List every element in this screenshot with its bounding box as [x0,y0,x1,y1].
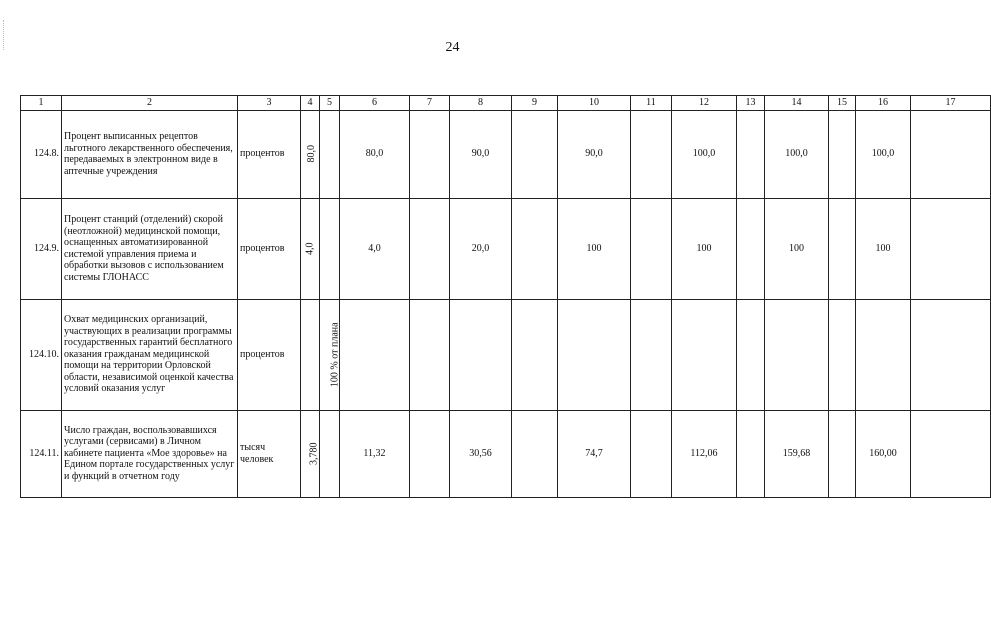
value-cell: 159,68 [765,410,829,497]
value-cell [737,299,765,410]
col-header: 15 [829,96,856,111]
value-cell [856,299,911,410]
value-cell: 100,0 [765,110,829,198]
value-cell: 30,56 [450,410,512,497]
value-cell [829,299,856,410]
unit-cell: процентов [238,198,301,299]
table-row [21,198,991,299]
value-cell [631,299,672,410]
base-value: 4,0 [304,242,316,255]
col-header: 14 [765,96,829,111]
value-cell [410,410,450,497]
col-header: 2 [62,96,238,111]
value-cell: 100 [672,198,737,299]
indicator-name: Число граждан, воспользовавшихся услугами (сервисами) в Личном кабинете пациента «Мое здоровье» на Едином портале государственных услуг и функций в отчетном году [62,410,238,497]
value-cell: 100 [856,198,911,299]
value-cell [512,198,558,299]
col-header: 7 [410,96,450,111]
table-row [21,410,991,497]
value-cell [512,110,558,198]
col-header: 13 [737,96,765,111]
value-cell [512,299,558,410]
row-number: 124.8. [21,110,62,198]
value-cell: 100,0 [856,110,911,198]
value-cell [410,299,450,410]
row-number: 124.10. [21,299,62,410]
value-cell [737,410,765,497]
column-number-row [21,96,991,111]
col-header: 5 [320,96,340,111]
col-header: 16 [856,96,911,111]
value-cell: 100,0 [672,110,737,198]
row-number: 124.11. [21,410,62,497]
value-cell: 80,0 [340,110,410,198]
value-cell [829,110,856,198]
value-cell: 100 [765,198,829,299]
row-number: 124.9. [21,198,62,299]
unit-cell: процентов [238,299,301,410]
col-header: 4 [301,96,320,111]
value-cell [410,198,450,299]
value-cell [737,198,765,299]
indicators-table [20,95,991,498]
value-cell [450,299,512,410]
value-cell [631,198,672,299]
base-value: 3,780 [308,442,320,465]
value-cell: 74,7 [558,410,631,497]
value-cell [558,299,631,410]
base-value-cell [301,110,320,198]
value-cell [737,110,765,198]
col-header: 9 [512,96,558,111]
value-cell [911,299,991,410]
page-number: 24 [445,40,460,55]
value-cell: 90,0 [450,110,512,198]
value-cell [829,198,856,299]
value-cell: 20,0 [450,198,512,299]
value-cell [829,410,856,497]
value-cell [631,110,672,198]
value-cell: 11,32 [340,410,410,497]
col-header: 11 [631,96,672,111]
table-row [21,299,991,410]
value-cell [410,110,450,198]
col-header: 17 [911,96,991,111]
unit-cell: процентов [238,110,301,198]
unit-cell: тысяч человек [238,410,301,497]
value-cell [320,110,340,198]
value-cell [911,410,991,497]
base-value-cell [301,410,320,497]
base-value: 100 % от плана [329,322,341,387]
indicator-name: Процент станций (отделений) скорой (неотложной) медицинской помощи, оснащенных автоматизированной системой управления приема и обработки вызовов с использованием системы ГЛОНАСС [62,198,238,299]
value-cell [672,299,737,410]
value-cell [911,110,991,198]
base-value-cell [301,299,341,410]
col-header: 6 [340,96,410,111]
col-header: 8 [450,96,512,111]
value-cell [911,198,991,299]
value-cell: 4,0 [340,198,410,299]
value-cell: 160,00 [856,410,911,497]
indicator-name: Процент выписанных рецептов льготного лекарственного обеспечения, передаваемых в электронном виде в аптечные учреждения [62,110,238,198]
value-cell [765,299,829,410]
value-cell [320,198,340,299]
table-row [21,110,991,198]
col-header: 12 [672,96,737,111]
indicator-name: Охват медицинских организаций, участвующих в реализации программы государственных гарантий бесплатного оказания гражданам медицинской помощи на территории Орловской области, независимой оценкой качества условий оказания услуг [62,299,238,410]
value-cell [320,410,340,497]
base-value-cell [301,198,320,299]
value-cell [340,299,410,410]
value-cell: 100 [558,198,631,299]
value-cell [512,410,558,497]
value-cell: 90,0 [558,110,631,198]
col-header: 3 [238,96,301,111]
value-cell [631,410,672,497]
base-value: 80,0 [306,145,317,163]
value-cell: 112,06 [672,410,737,497]
col-header: 1 [21,96,62,111]
col-header: 10 [558,96,631,111]
